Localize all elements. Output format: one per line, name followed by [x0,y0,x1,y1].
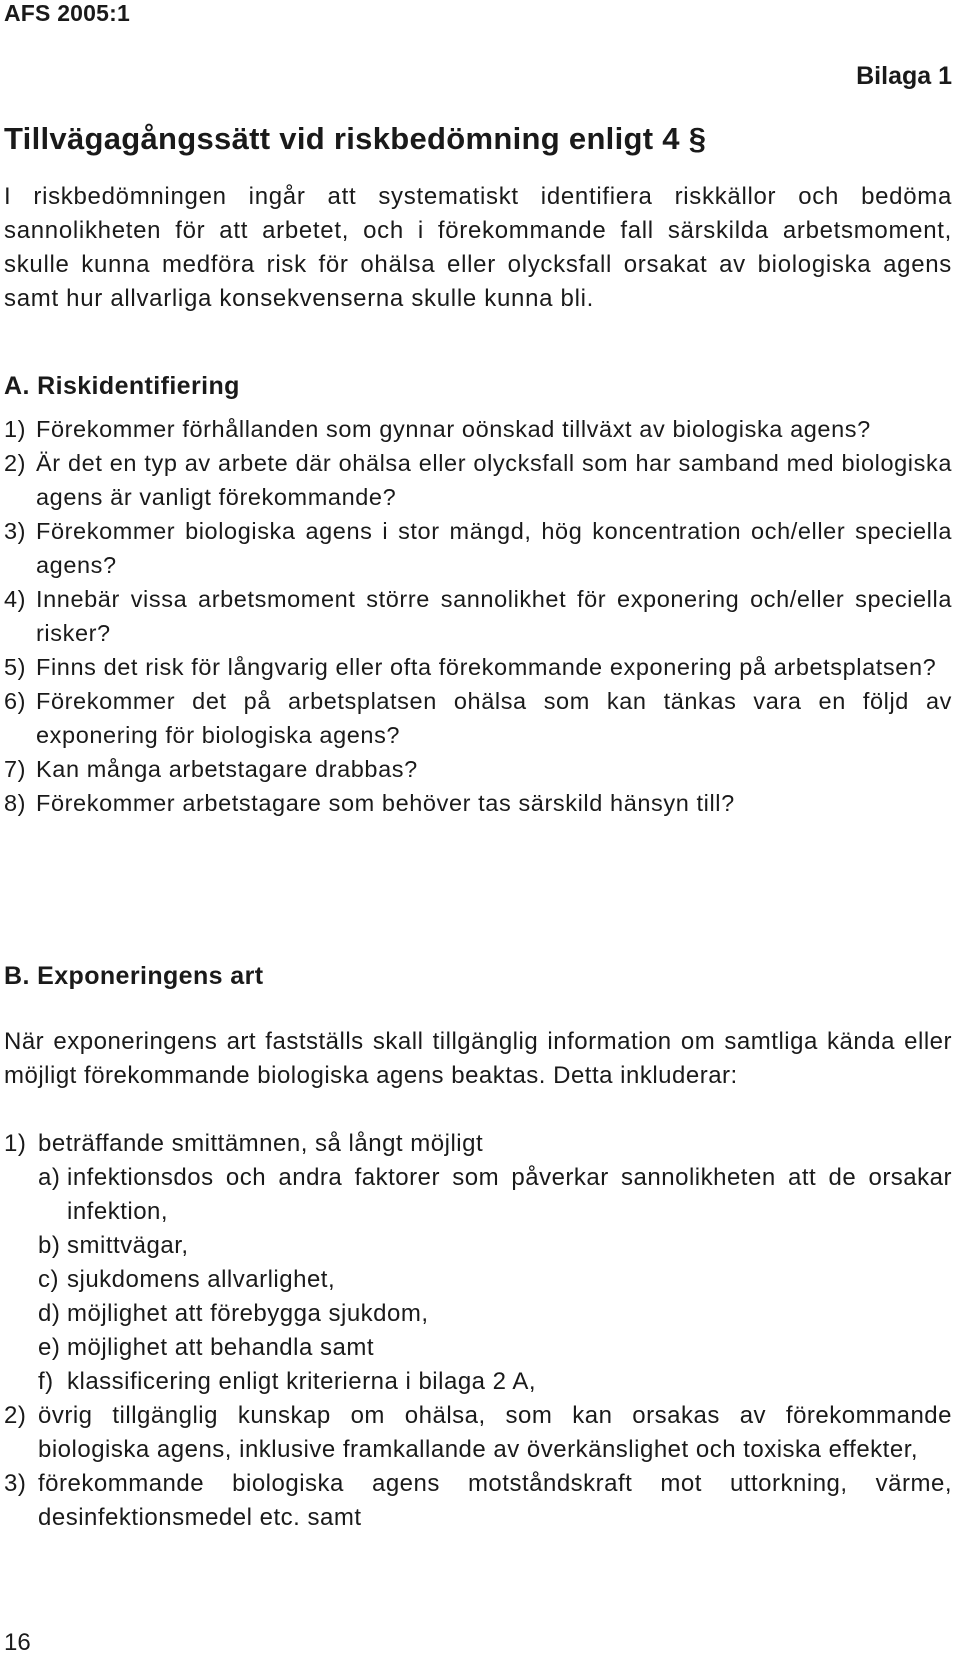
item-text: beträffande smittämnen, så långt möjligt [38,1130,484,1157]
sub-item-letter: a) [38,1164,61,1191]
item-number: 4) [4,586,27,612]
sub-item-text: klassificering enligt kriterierna i bilaga 2 A, [67,1368,537,1395]
sub-item-letter: b) [38,1232,61,1259]
item-number: 3) [4,1470,27,1497]
item-number: 1) [4,1130,27,1157]
item-number: 7) [4,756,27,782]
item-number: 5) [4,654,27,680]
list-item [4,1127,952,1399]
sub-list-item [38,1161,952,1229]
sub-item-text: möjlighet att behandla samt [67,1334,375,1361]
list-item [4,446,952,514]
sub-item-letter: c) [38,1266,59,1293]
section-b-paragraph: När exponeringens art fastställs skall tillgänglig information om samtliga kända eller möjligt förekommande biologiska agens beaktas. Detta inkluderar: [4,1028,952,1089]
sub-item-text: sjukdomens allvarlighet, [67,1266,336,1293]
list-item [4,1399,952,1467]
list-item [4,412,952,446]
sub-item-letter: d) [38,1300,61,1327]
section-a-heading: A. Riskidentifiering [4,372,240,400]
section-b-heading: B. Exponeringens art [4,962,264,990]
list-item [4,786,952,820]
list-item [4,582,952,650]
item-number: 2) [4,450,27,476]
sub-list-item [38,1365,952,1399]
item-text: förekommande biologiska agens motståndskraft mot uttorkning, värme, desinfektionsmedel etc. samt [38,1470,952,1531]
list-item [4,752,952,786]
item-number: 3) [4,518,27,544]
item-text: Förekommer arbetstagare som behöver tas särskild hänsyn till? [36,790,735,816]
sub-item-text: möjlighet att förebygga sjukdom, [67,1300,429,1327]
sub-item-text: infektionsdos och andra faktorer som påverkar sannolikheten att de orsakar infektion, [67,1164,952,1225]
item-number: 2) [4,1402,27,1429]
item-text: Innebär vissa arbetsmoment större sannolikhet för exponering och/eller speciella risker? [36,586,952,646]
page-number: 16 [4,1629,31,1656]
item-text: Finns det risk för långvarig eller ofta förekommande exponering på arbetsplatsen? [36,654,937,680]
list-item [4,514,952,582]
item-text: övrig tillgänglig kunskap om ohälsa, som kan orsakas av förekommande biologiska agens, inklusive framkallande av överkänslighet och toxiska effekter, [38,1402,952,1463]
sub-list-item [38,1229,952,1263]
list-item [4,684,952,752]
item-number: 8) [4,790,27,816]
sub-list-item [38,1331,952,1365]
sub-item-letter: e) [38,1334,61,1361]
item-number: 6) [4,688,27,714]
intro-paragraph: I riskbedömningen ingår att systematiskt identifiera riskkällor och bedöma sannolikheten för att arbetet, och i förekommande fall särskilda arbetsmoment, skulle kunna medföra risk för ohälsa eller olycksfall orsakat av biologiska agens samt hur allvarliga konsekvenserna skulle kunna bli. [4,183,952,312]
page-title: Tillvägagångssätt vid riskbedömning enligt 4 § [4,121,707,156]
sub-list-item [38,1263,952,1297]
list-item [4,1467,952,1535]
section-a-list [4,412,952,820]
item-text: Är det en typ av arbete där ohälsa eller olycksfall som har samband med biologiska agens är vanligt förekommande? [36,450,952,510]
annex-label: Bilaga 1 [856,62,952,90]
sub-list [38,1161,952,1399]
document-reference: AFS 2005:1 [4,0,131,26]
list-item [4,650,952,684]
item-text: Förekommer förhållanden som gynnar oönskad tillväxt av biologiska agens? [36,416,871,442]
section-b-list [4,1127,952,1535]
item-number: 1) [4,416,27,442]
sub-item-text: smittvägar, [67,1232,189,1259]
sub-list-item [38,1297,952,1331]
item-text: Förekommer biologiska agens i stor mängd, hög koncentration och/eller speciella agens? [36,518,952,578]
item-text: Förekommer det på arbetsplatsen ohälsa som kan tänkas vara en följd av exponering för biologiska agens? [36,688,952,748]
sub-item-letter: f) [38,1368,54,1395]
item-text: Kan många arbetstagare drabbas? [36,756,418,782]
